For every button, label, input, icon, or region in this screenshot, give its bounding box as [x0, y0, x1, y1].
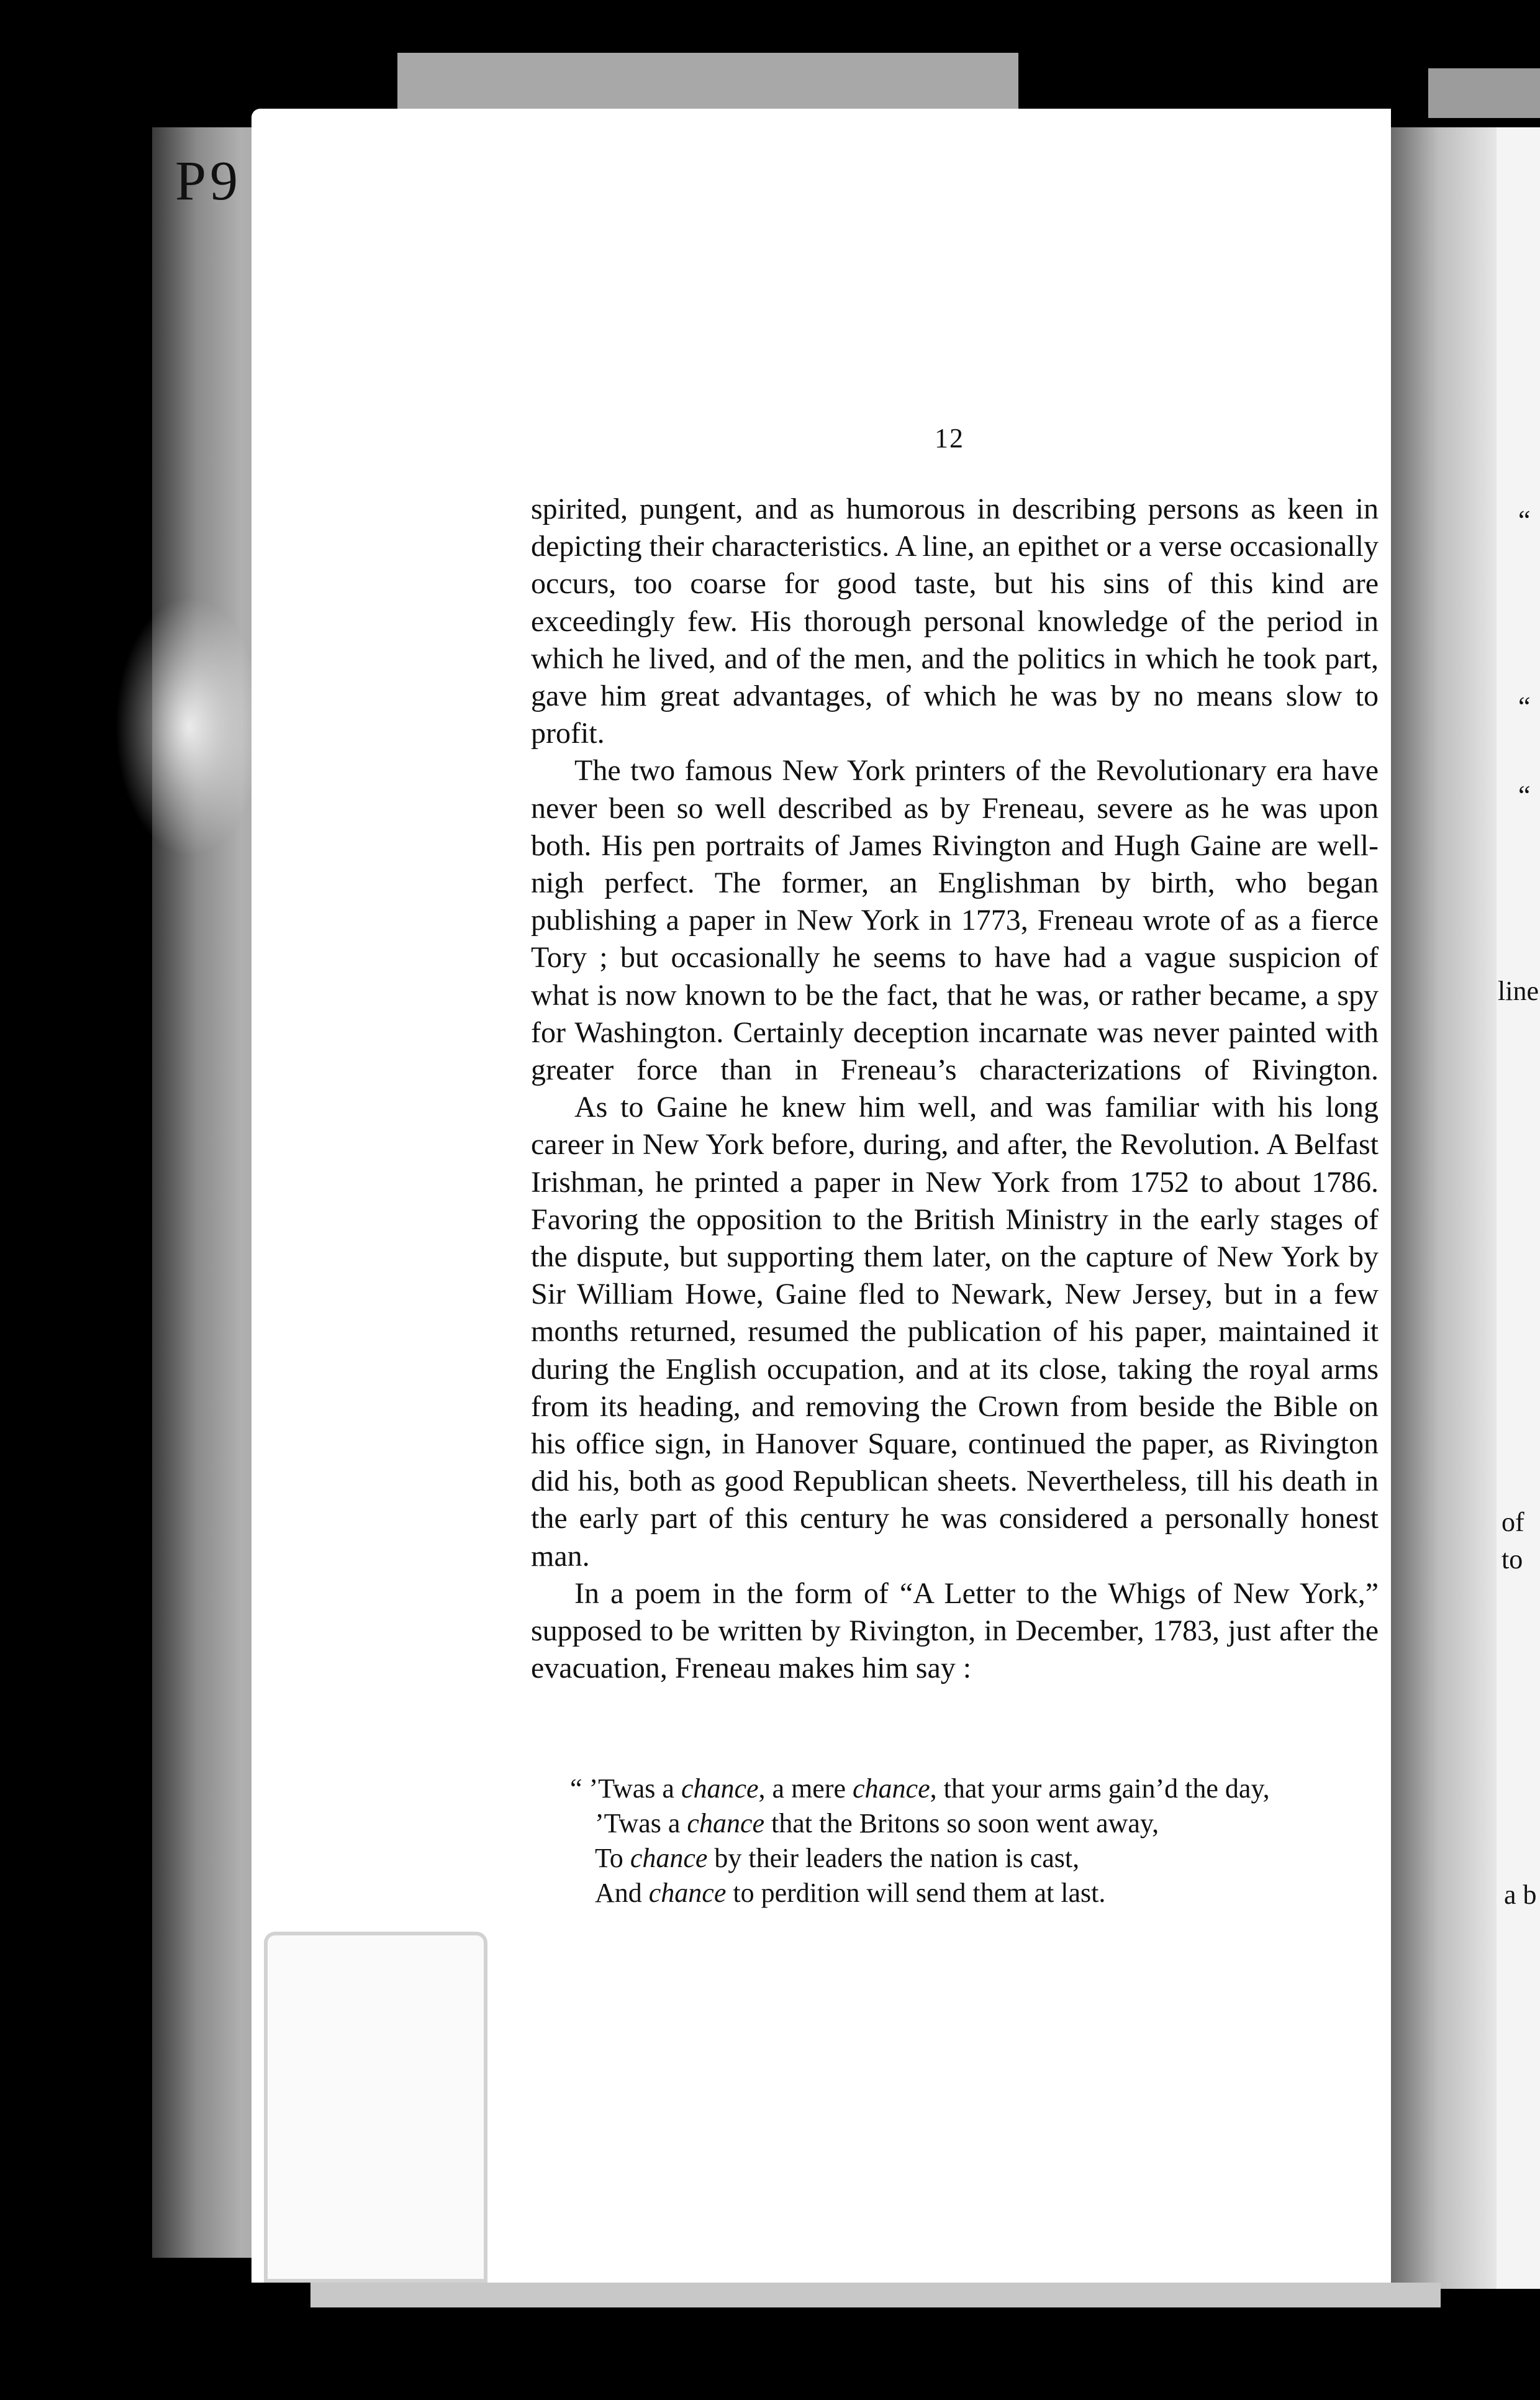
italic-word: chance — [681, 1773, 759, 1804]
body-text — [531, 491, 1379, 1688]
italic-word: chance — [687, 1808, 765, 1839]
right-page-fragment: “ — [1518, 505, 1531, 535]
italic-word: chance — [648, 1878, 727, 1908]
page-bottom-edge — [310, 2283, 1441, 2307]
paragraph: In a poem in the form of “A Letter to the Whigs of New York,” supposed to be written by Rivington, in December, 1783, just after the evacuation, Freneau makes him say : — [531, 1576, 1379, 1685]
gutter-shadow — [1391, 127, 1497, 2289]
poem-quotation — [570, 1771, 1377, 1911]
board-wear-speckle — [115, 596, 264, 857]
right-page-fragment: of — [1502, 1507, 1524, 1537]
verse-line: To chance by their leaders the nation is cast, — [595, 1843, 1080, 1873]
board-library-mark: P9 — [175, 150, 242, 212]
right-page-fragment: “ — [1518, 780, 1531, 811]
right-page-fragment: line — [1498, 976, 1539, 1006]
italic-word: chance — [630, 1843, 708, 1873]
top-paper-strip-right — [1428, 68, 1540, 118]
page-number: 12 — [935, 423, 964, 453]
right-page-fragment: to — [1502, 1544, 1523, 1575]
verse-line: ’Twas a chance that the Britons so soon went away, — [595, 1808, 1159, 1839]
paragraph: spirited, pungent, and as humorous in describing persons as keen in depicting their characteristics. A line, an epithet or a verse occasionally occurs, too coarse for good taste, but his sins of this kind are exceedingly few. His thorough personal knowledge of the period in which he lived, and of the men, and the politics in which he took part, gave him great advantages, of which he was by no means slow to profit. — [531, 493, 1379, 750]
verse-line: “ ’Twas a chance, a mere chance, that your arms gain’d the day, — [570, 1773, 1270, 1804]
paragraph: The two famous New York printers of the Revolutionary era have never been so well described as by Freneau, severe as he was upon both. His pen portraits of James Rivington and Hugh Gaine are well-nigh perfect. The former, an Englishman by birth, who began publishing a paper in New York in 1773, Freneau wrote of as a fierce Tory ; but occasionally he seems to have had a vague suspicion of what is now known to be the fact, that he was, or rather became, a spy for Washington. Certainly deception incarnate was never painted with greater force than in Freneau’s characterizations of Rivington. — [531, 754, 1379, 1087]
verse-line: And chance to perdition will send them at last. — [595, 1878, 1106, 1908]
italic-word: chance — [853, 1773, 930, 1804]
paragraph: As to Gaine he knew him well, and was familiar with his long career in New York before, during, and after, the Revolution. A Belfast Irishman, he printed a paper in New York from 1752 to about 1786. Favoring the opposition to the British Ministry in the early stages of the dispute, but supporting them later, on the capture of New York by Sir William Howe, Gaine fled to Newark, New Jersey, but in a few months returned, resumed the publication of his paper, maintained it during the English occupation, and at its close, taking the royal arms from its heading, and removing the Crown from beside the Bible on his office sign, in Hanover Square, continued the paper, as Rivington did his, both as good Republican sheets. Nevertheless, till his death in the early part of this century he was considered a personally honest man. — [531, 1091, 1379, 1573]
paper-tab — [264, 1932, 487, 2283]
right-page-fragment: a b — [1504, 1880, 1537, 1910]
right-page-fragment: “ — [1518, 691, 1531, 722]
